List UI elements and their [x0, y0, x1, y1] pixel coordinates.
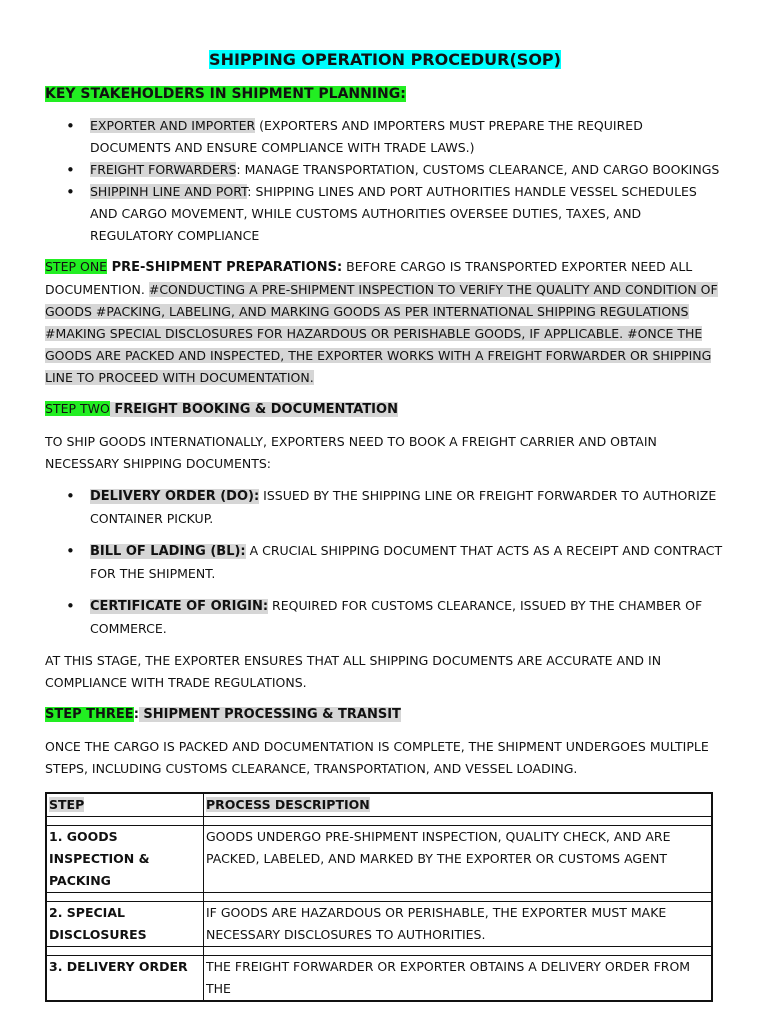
- table-header: STEP: [46, 793, 204, 817]
- table-row: [46, 956, 712, 1002]
- list-item: • EXPORTER AND IMPORTER (EXPORTERS AND IMPORTERS MUST PREPARE THE REQUIRED DOCUMENTS AND ENSURE COMPLIANCE WITH TRADE LAWS.): [45, 115, 725, 159]
- document-title: SHIPPING OPERATION PROCEDUR(SOP): [209, 50, 561, 69]
- list-item: • CERTIFICATE OF ORIGIN: REQUIRED FOR CUSTOMS CLEARANCE, ISSUED BY THE CHAMBER OF COMMERCE.: [45, 595, 725, 640]
- table-cell: 1. GOODS INSPECTION & PACKING: [46, 826, 204, 893]
- step-two-heading: STEP TWO FREIGHT BOOKING & DOCUMENTATION: [45, 401, 398, 417]
- list-item: • BILL OF LADING (BL): A CRUCIAL SHIPPING DOCUMENT THAT ACTS AS A RECEIPT AND CONTRACT FOR THE SHIPMENT.: [45, 540, 725, 585]
- table-spacer: [46, 947, 712, 956]
- documents-list: [45, 485, 725, 640]
- document-page: [45, 0, 725, 1002]
- table-header: PROCESS DESCRIPTION: [204, 793, 713, 817]
- table-cell: 3. DELIVERY ORDER: [46, 956, 204, 1002]
- step-two-intro: TO SHIP GOODS INTERNATIONALLY, EXPORTERS NEED TO BOOK A FREIGHT CARRIER AND OBTAIN NECESSARY SHIPPING DOCUMENTS:: [45, 434, 657, 471]
- list-item: • DELIVERY ORDER (DO): ISSUED BY THE SHIPPING LINE OR FREIGHT FORWARDER TO AUTHORIZE CONTAINER PICKUP.: [45, 485, 725, 530]
- step-two-outro: AT THIS STAGE, THE EXPORTER ENSURES THAT ALL SHIPPING DOCUMENTS ARE ACCURATE AND IN COMPLIANCE WITH TRADE REGULATIONS.: [45, 653, 662, 690]
- table-header-row: [46, 793, 712, 817]
- table-cell: THE FREIGHT FORWARDER OR EXPORTER OBTAINS A DELIVERY ORDER FROM THE: [204, 956, 713, 1002]
- stakeholders-heading: KEY STAKEHOLDERS IN SHIPMENT PLANNING:: [45, 86, 406, 102]
- table-cell: IF GOODS ARE HAZARDOUS OR PERISHABLE, THE EXPORTER MUST MAKE NECESSARY DISCLOSURES TO AUTHORITIES.: [204, 902, 713, 947]
- table-row: [46, 902, 712, 947]
- process-table: [45, 792, 713, 1002]
- table-cell: 2. SPECIAL DISCLOSURES: [46, 902, 204, 947]
- table-cell: GOODS UNDERGO PRE-SHIPMENT INSPECTION, QUALITY CHECK, AND ARE PACKED, LABELED, AND MARKED BY THE EXPORTER OR CUSTOMS AGENT: [204, 826, 713, 893]
- step-three-intro: ONCE THE CARGO IS PACKED AND DOCUMENTATION IS COMPLETE, THE SHIPMENT UNDERGOES MULTIPLE STEPS, INCLUDING CUSTOMS CLEARANCE, TRANSPORTATION, AND VESSEL LOADING.: [45, 739, 709, 776]
- stakeholders-list: [45, 115, 725, 247]
- title-block: [45, 50, 725, 69]
- step-one-paragraph: STEP ONE PRE-SHIPMENT PREPARATIONS: BEFORE CARGO IS TRANSPORTED EXPORTER NEED ALL DOCUMENTION. #CONDUCTING A PRE-SHIPMENT INSPECTION TO VERIFY THE QUALITY AND CONDITION OF GOODS #PACKING, LABELING, AND MARKING GOODS AS PER INTERNATIONAL SHIPPING REGULATIONS #MAKING SPECIAL DISCLOSURES FOR HAZARDOUS OR PERISHABLE GOODS, IF APPLICABLE. #ONCE THE GOODS ARE PACKED AND INSPECTED, THE EXPORTER WORKS WITH A FREIGHT FORWARDER OR SHIPPING LINE TO PROCEED WITH DOCUMENTATION.: [45, 259, 718, 385]
- table-spacer: [46, 893, 712, 902]
- list-item: • SHIPPINH LINE AND PORT: SHIPPING LINES AND PORT AUTHORITIES HANDLE VESSEL SCHEDULES AND CARGO MOVEMENT, WHILE CUSTOMS AUTHORITIES OVERSEE DUTIES, TAXES, AND REGULATORY COMPLIANCE: [45, 181, 725, 247]
- table-row: [46, 826, 712, 893]
- list-item: • FREIGHT FORWARDERS: MANAGE TRANSPORTATION, CUSTOMS CLEARANCE, AND CARGO BOOKINGS: [45, 159, 725, 181]
- table-spacer: [46, 817, 712, 826]
- step-three-heading: STEP THREE: SHIPMENT PROCESSING & TRANSIT: [45, 707, 401, 722]
